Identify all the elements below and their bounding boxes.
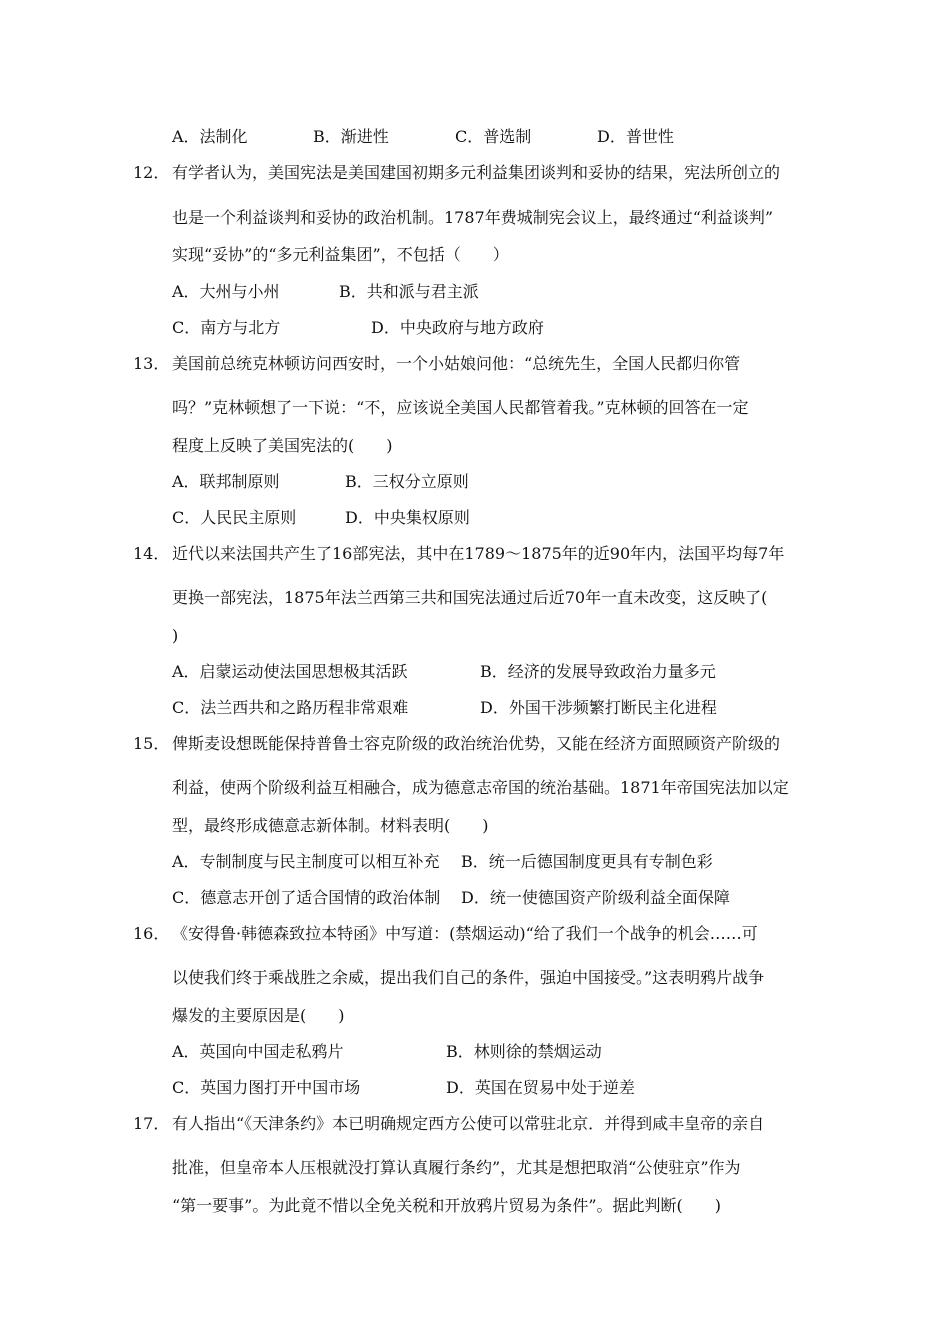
question-text-line: 《安得鲁·韩德森致拉本特函》中写道：(禁烟运动)“给了我们一个战争的机会……可 xyxy=(172,924,758,943)
q11-option-c: C．普选制 xyxy=(455,127,532,146)
question-text-line: 也是一个利益谈判和妥协的政治机制。1787年费城制宪会议上，最终通过“利益谈判” xyxy=(172,208,774,227)
question-text-line: 近代以来法国共产生了16部宪法，其中在1789～1875年的近90年内，法国平均每7年 xyxy=(172,544,785,563)
question-number: 15． xyxy=(133,734,170,753)
q13-option-d: D．中央集权原则 xyxy=(345,508,470,527)
q15-option-b: B．统一后德国制度更具有专制色彩 xyxy=(461,852,713,871)
question-number: 12． xyxy=(133,163,170,182)
question-number: 16． xyxy=(133,924,170,943)
q16-option-d: D．英国在贸易中处于逆差 xyxy=(446,1078,635,1097)
question-text-line: 吗？”克林顿想了一下说：“不，应该说全美国人民都管着我。”克林顿的回答在一定 xyxy=(172,398,749,417)
q11-option-a: A．法制化 xyxy=(172,127,248,146)
q12-option-b: B．共和派与君主派 xyxy=(339,282,479,301)
question-text-line: 以使我们终于乘战胜之余威，提出我们自己的条件，强迫中国接受。”这表明鸦片战争 xyxy=(172,968,765,987)
question-text-line: 程度上反映了美国宪法的( ) xyxy=(172,436,393,455)
q15-option-d: D．统一使德国资产阶级利益全面保障 xyxy=(461,888,730,907)
question-text-line: 俾斯麦设想既能保持普鲁士容克阶级的政治统治优势，又能在经济方面照顾资产阶级的 xyxy=(172,734,781,753)
question-number: 14． xyxy=(133,544,170,563)
q11-option-b: B．渐进性 xyxy=(313,127,389,146)
q16-option-b: B．林则徐的禁烟运动 xyxy=(446,1042,602,1061)
question-number: 17． xyxy=(133,1114,170,1133)
question-text-line: 爆发的主要原因是( ) xyxy=(172,1006,345,1025)
q13-option-b: B．三权分立原则 xyxy=(345,472,469,491)
question-text-line: “第一要事”。为此竟不惜以全免关税和开放鸦片贸易为条件”。据此判断( ) xyxy=(172,1196,722,1215)
q14-option-c: C．法兰西共和之路历程非常艰难 xyxy=(172,698,409,717)
question-text-line: 更换一部宪法，1875年法兰西第三共和国宪法通过后近70年一直未改变，这反映了( xyxy=(172,588,768,607)
q12-option-a: A．大州与小州 xyxy=(172,282,280,301)
question-text-line: 有学者认为，美国宪法是美国建国初期多元利益集团谈判和妥协的结果，宪法所创立的 xyxy=(172,163,781,182)
q12-option-d: D．中央政府与地方政府 xyxy=(371,318,544,337)
q13-option-c: C．人民民主原则 xyxy=(172,508,297,527)
q13-option-a: A．联邦制原则 xyxy=(172,472,280,491)
question-number: 13． xyxy=(133,354,170,373)
question-text-line: 批准，但皇帝本人压根就没打算认真履行条约”，尤其是想把取消“公使驻京”作为 xyxy=(172,1158,741,1177)
question-text-line: 美国前总统克林顿访问西安时，一个小姑娘问他：“总统先生，全国人民都归你管 xyxy=(172,354,741,373)
question-text-line: 利益，使两个阶级利益互相融合，成为德意志帝国的统治基础。1871年帝国宪法加以定 xyxy=(172,778,789,797)
q16-option-c: C．英国力图打开中国市场 xyxy=(172,1078,361,1097)
q14-option-b: B．经济的发展导致政治力量多元 xyxy=(480,662,716,681)
question-text-line: 实现“妥协”的“多元利益集团”，不包括（ ） xyxy=(172,245,509,264)
question-text-line: 型，最终形成德意志新体制。材料表明( ) xyxy=(172,816,489,835)
q14-option-a: A．启蒙运动使法国思想极其活跃 xyxy=(172,662,408,681)
question-text-line: 有人指出“《天津条约》本已明确规定西方公使可以常驻北京．并得到咸丰皇帝的亲自 xyxy=(172,1114,765,1133)
q15-option-c: C．德意志开创了适合国情的政治体制 xyxy=(172,888,441,907)
question-text-line: ) xyxy=(172,626,179,645)
q12-option-c: C．南方与北方 xyxy=(172,318,281,337)
q14-option-d: D．外国干涉频繁打断民主化进程 xyxy=(480,698,717,717)
q11-option-d: D．普世性 xyxy=(597,127,674,146)
q15-option-a: A．专制制度与民主制度可以相互补充 xyxy=(172,852,440,871)
q16-option-a: A．英国向中国走私鸦片 xyxy=(172,1042,344,1061)
